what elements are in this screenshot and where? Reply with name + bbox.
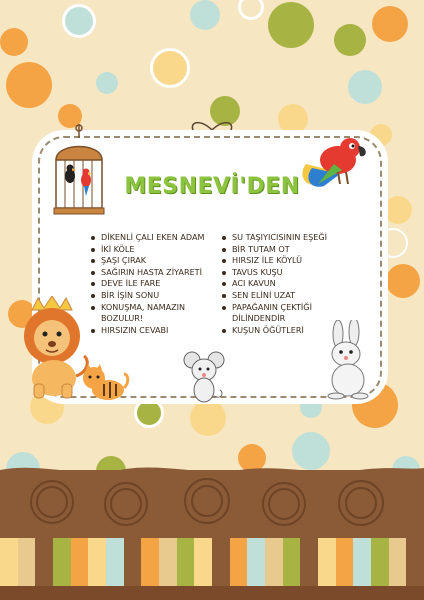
swirl-ornament (191, 485, 223, 517)
list-item: ŞAŞI ÇIRAK (91, 255, 211, 267)
bg-dot (334, 24, 366, 56)
list-item: KONUŞMA, NAMAZIN (91, 302, 211, 314)
swirl-ornament (36, 486, 68, 518)
list-item: SU TAŞIYICISININ EŞEĞİ (222, 232, 342, 244)
list-item-continuation: BOZULUR! (101, 313, 144, 324)
bg-dot (62, 4, 96, 38)
list-item: SAĞIRIN HASTA ZİYARETİ (91, 267, 211, 279)
bird-cage-icon (52, 124, 106, 216)
bg-dot (348, 70, 382, 104)
mouse-icon (182, 350, 226, 404)
bg-dot (268, 2, 314, 48)
list-item: PAPAĞANIN ÇEKTİĞİ (222, 302, 342, 314)
bg-dot (190, 400, 226, 436)
list-item: HIRSIZIN CEVABI (91, 325, 211, 337)
list-item: KUŞUN ÖĞÜTLERİ (222, 325, 342, 337)
bg-dot (386, 264, 420, 298)
list-item: HIRSIZ İLE KÖYLÜ (222, 255, 342, 267)
list-item: DİKENLİ ÇALI EKEN ADAM (91, 232, 211, 244)
bg-dot (150, 48, 190, 88)
bg-dot (238, 0, 264, 20)
list-item: BİR TUTAM OT (222, 244, 342, 256)
bg-dot (190, 0, 220, 30)
bottom-edge (0, 586, 424, 600)
swirl-ornament (268, 488, 300, 520)
bg-dot (278, 104, 308, 134)
list-item-continuation: DİLİNDENDİR (232, 313, 286, 324)
list-item: SEN ELİNİ UZAT (222, 290, 342, 302)
list-item: ACI KAVUN (222, 278, 342, 290)
list-item: BİR İŞİN SONU (91, 290, 211, 302)
story-list-left (91, 232, 211, 336)
page-title: MESNEVİ'DEN (124, 174, 300, 199)
list-item: İKİ KÖLE (91, 244, 211, 256)
swirl-ornament (110, 488, 142, 520)
bg-dot (378, 228, 408, 258)
bg-dot (0, 28, 28, 56)
swirl-ornament (345, 487, 377, 519)
bg-dot (6, 62, 52, 108)
bg-dot (384, 196, 412, 224)
tiger-icon (80, 362, 130, 404)
bg-dot (96, 72, 118, 94)
rabbit-icon (316, 320, 380, 400)
bg-dot (372, 6, 408, 42)
list-item: DEVE İLE FARE (91, 278, 211, 290)
list-item: TAVUS KUŞU (222, 267, 342, 279)
bg-dot (134, 398, 164, 428)
